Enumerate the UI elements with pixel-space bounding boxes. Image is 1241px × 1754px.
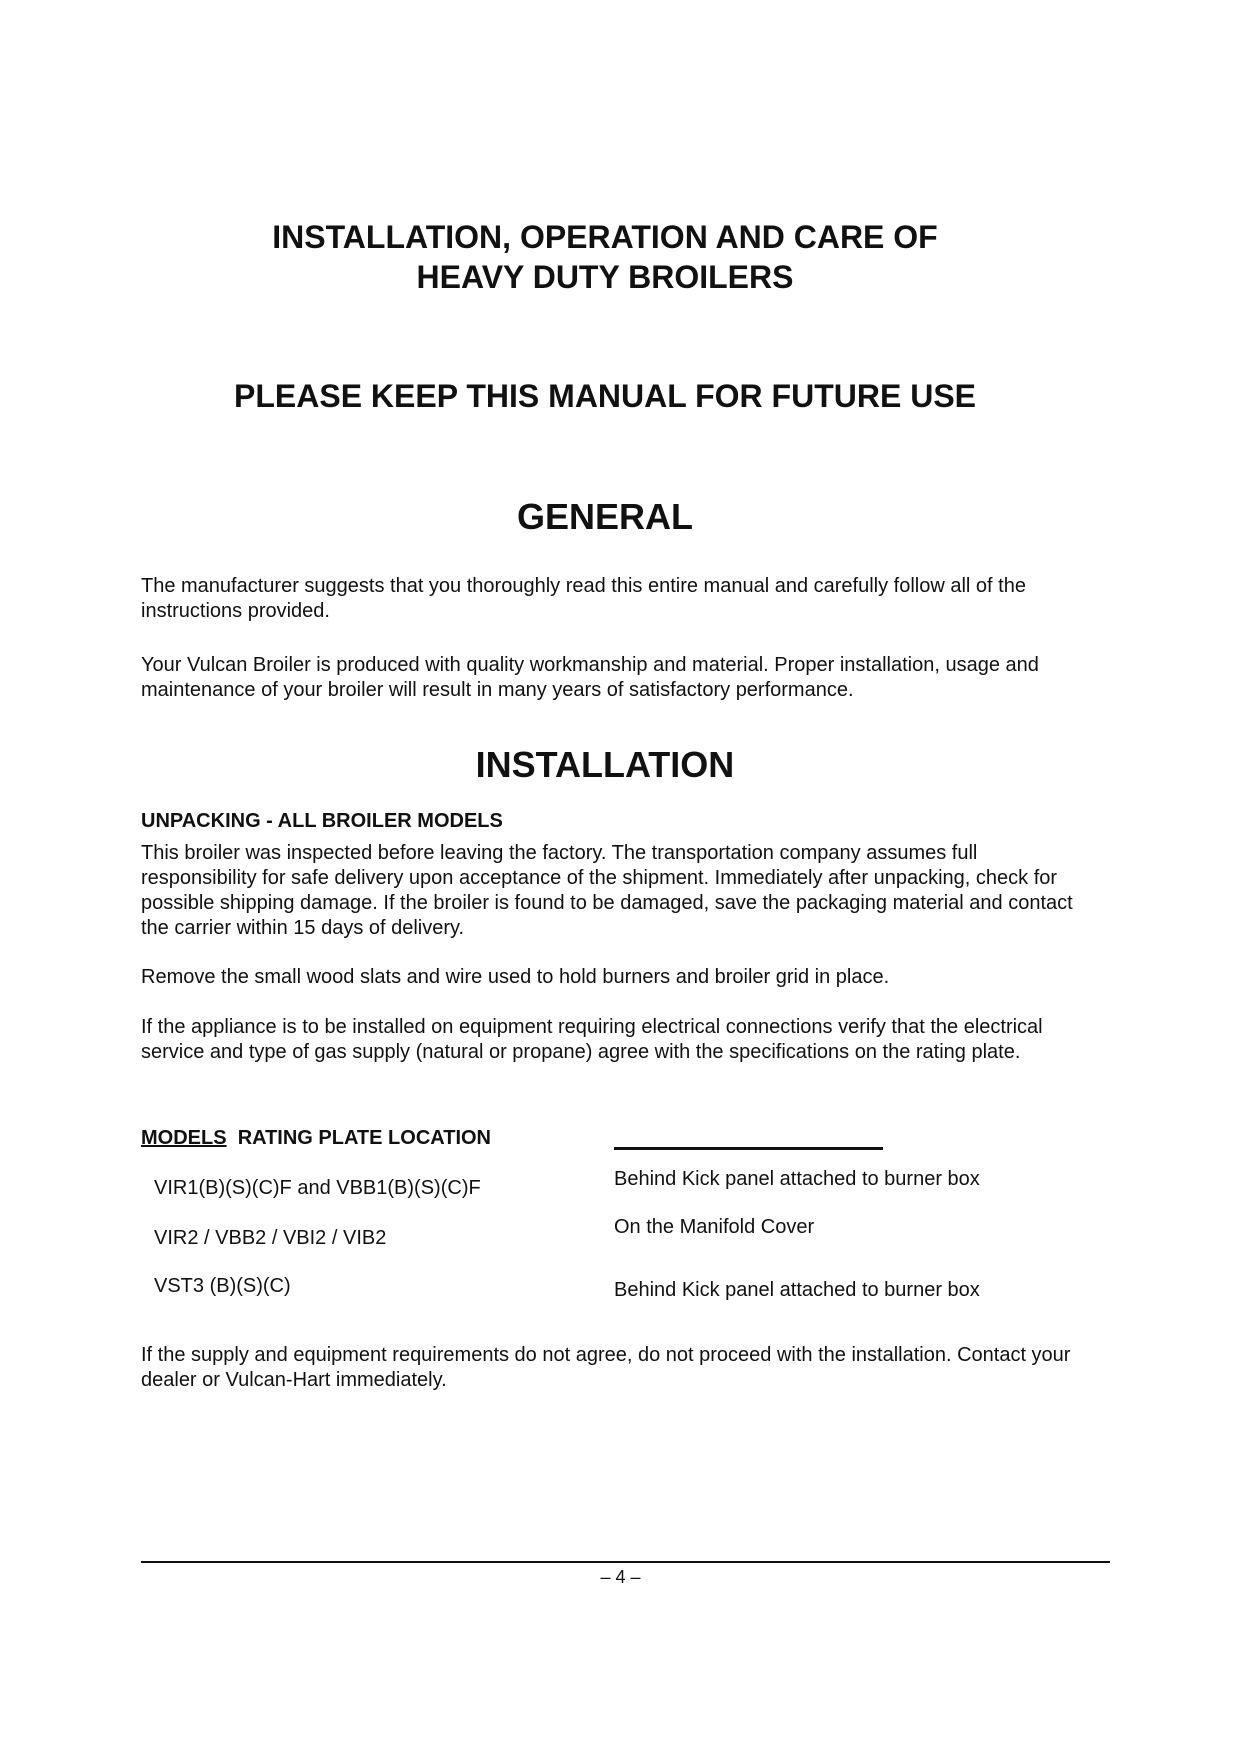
model-row-2: VIR2 / VBB2 / VBI2 / VIB2 — [154, 1227, 387, 1249]
location-row-3: Behind Kick panel attached to burner box — [614, 1279, 980, 1301]
header-rule — [614, 1147, 883, 1150]
location-row-2: On the Manifold Cover — [614, 1216, 815, 1238]
general-heading: GENERAL — [516, 496, 693, 537]
remove-slats-paragraph: Remove the small wood slats and wire used to hold burners and broiler grid in place. — [141, 966, 890, 988]
location-column-header: RATING PLATE LOCATION — [237, 1127, 491, 1149]
general-paragraph-2: Your Vulcan Broiler is produced with quality workmanship and material. Proper installation, usage and maintenance of your broiler will result in many years of satisfactory performance. — [141, 654, 1039, 701]
general-paragraph-1: The manufacturer suggests that you thoroughly read this entire manual and carefully follow all of the instructions provided. — [141, 575, 1026, 622]
location-row-1: Behind Kick panel attached to burner box — [614, 1168, 980, 1190]
installation-heading: INSTALLATION — [475, 744, 735, 785]
supply-requirements-paragraph: If the supply and equipment requirements do not agree, do not proceed with the installation. Contact your dealer or Vulcan-Hart immediately. — [141, 1344, 1071, 1391]
unpacking-paragraph: This broiler was inspected before leaving the factory. The transportation company assumes full responsibility for safe delivery upon acceptance of the shipment. Immediately after unpacking, check for possible shipping damage. If the broiler is found to be damaged, save the packaging material and contact the carrier within 15 days of delivery. — [141, 842, 1073, 939]
unpacking-subheading: UNPACKING - ALL BROILER MODELS — [141, 810, 503, 832]
keep-manual-notice: PLEASE KEEP THIS MANUAL FOR FUTURE USE — [234, 378, 976, 414]
footer-rule — [141, 1561, 1110, 1563]
models-column-header: MODELS — [141, 1127, 227, 1149]
page-number: – 4 – — [600, 1567, 641, 1587]
model-row-3: VST3 (B)(S)(C) — [154, 1275, 291, 1297]
document-title-line2: HEAVY DUTY BROILERS — [416, 259, 794, 295]
document-title-line1: INSTALLATION, OPERATION AND CARE OF — [272, 219, 938, 255]
electrical-paragraph: If the appliance is to be installed on equipment requiring electrical connections verify that the electrical service and type of gas supply (natural or propane) agree with the specifications on the rating plate. — [141, 1016, 1043, 1063]
model-row-1: VIR1(B)(S)(C)F and VBB1(B)(S)(C)F — [154, 1177, 481, 1199]
table-header — [141, 1127, 491, 1150]
